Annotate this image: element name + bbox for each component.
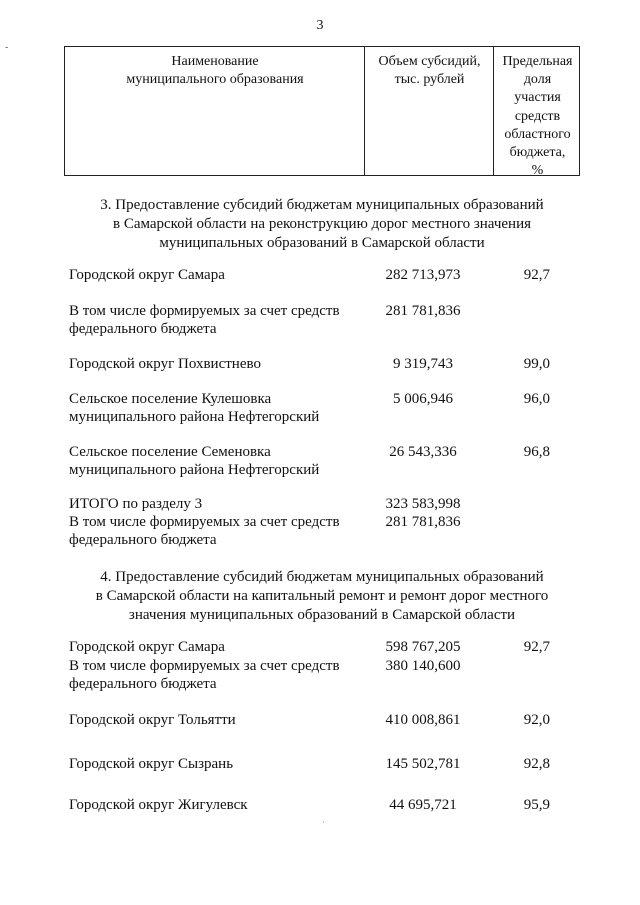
row-share: 96,0: [523, 391, 550, 407]
row-share: 92,0: [523, 712, 550, 728]
row-name: Городской округ Самара: [69, 639, 225, 655]
row-share: 92,7: [523, 639, 550, 655]
page-number: 3: [316, 18, 324, 33]
row-name: Сельское поселение Кулешовка муниципального района Нефтегорский: [69, 391, 320, 425]
row-share: 95,9: [523, 797, 550, 813]
row-amount: 9 319,743: [393, 356, 453, 372]
row-name: Городской округ Самара: [69, 267, 225, 283]
row-name: Городской округ Тольятти: [69, 712, 236, 728]
section-4-title: 4. Предоставление субсидий бюджетам муниципальных образований в Самарской области на капитальный ремонт и ремонт дорог местного значения муниципальных образований в Самарской области: [95, 569, 549, 623]
total-sub-label: В том числе формируемых за счет средств федерального бюджета: [69, 514, 340, 548]
total-amount: 323 583,998: [385, 496, 461, 512]
table-header: [64, 46, 580, 179]
row-name: В том числе формируемых за счет средств федерального бюджета: [69, 303, 340, 337]
row-name: Городской округ Сызрань: [69, 756, 234, 772]
margin-mark: -: [5, 42, 9, 53]
row-amount: 145 502,781: [385, 756, 461, 772]
row-name: Сельское поселение Семеновка муниципального района Нефтегорский: [69, 444, 320, 478]
total-label: ИТОГО по разделу 3: [69, 496, 203, 512]
row-amount: 380 140,600: [385, 658, 461, 674]
header-share-label: Предельная доля участия средств областного бюджета, %: [502, 54, 573, 179]
row-amount: 281 781,836: [385, 303, 461, 319]
row-name: Городской округ Жигулевск: [69, 797, 248, 813]
section-3-title: 3. Предоставление субсидий бюджетам муниципальных образований в Самарской области на реконструкцию дорог местного значения муниципальных образований в Самарской области: [100, 197, 544, 251]
row-share: 92,8: [523, 756, 550, 772]
row-amount: 282 713,973: [385, 267, 461, 283]
row-amount: 5 006,946: [393, 391, 453, 407]
row-share: 96,8: [523, 444, 550, 460]
header-name-label: Наименование муниципального образования: [126, 54, 304, 87]
row-amount: 598 767,205: [385, 639, 461, 655]
row-amount: 26 543,336: [389, 444, 457, 460]
row-name: Городской округ Похвистнево: [69, 356, 261, 372]
row-amount: 410 008,861: [385, 712, 461, 728]
total-sub-amount: 281 781,836: [385, 514, 461, 530]
scan-speck: ·: [322, 818, 325, 827]
row-share: 92,7: [523, 267, 550, 283]
row-share: 99,0: [523, 356, 550, 372]
row-name: В том числе формируемых за счет средств федерального бюджета: [69, 658, 340, 692]
header-amount-label: Объем субсидий, тыс. рублей: [378, 54, 481, 87]
row-amount: 44 695,721: [389, 797, 457, 813]
